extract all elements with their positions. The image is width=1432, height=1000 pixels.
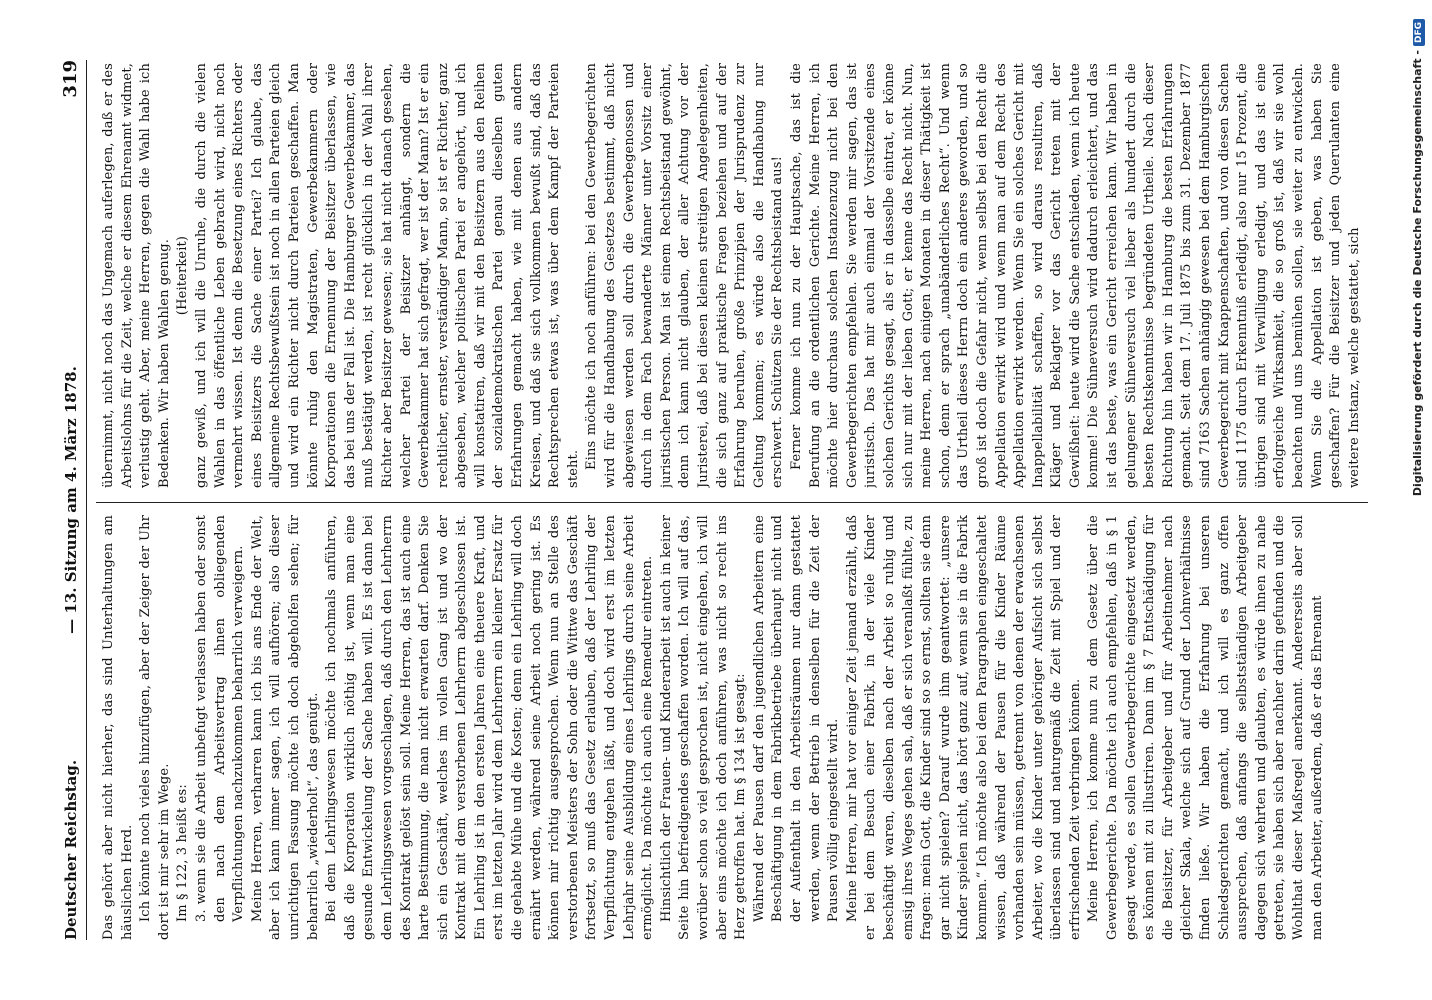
paragraph: übernimmt, nicht noch das Ungemach auferlegen, daß er des Arbeitslohns für die Zeit, welche er diesem Ehrenamt widmet, verlustig geht. Aber, meine Herren, gegen die Wahl habe ich Bedenken. Wir haben Wahlen genug. — [101, 63, 172, 488]
paragraph: Meine Herren, ich komme nun zu dem Gesetz über die Gewerbegerichte. Da möchte ich auch empfehlen, daß in § 1 gesagt werde, es sollen Gewerbegerichte eingesetzt werden, es können mit zu illustriren. Dann im § 7 Entschädigung für die Beisitzer, für Arbeitgeber und für Arbeitnehmer nach gleicher Skala, welche sich auf Grund der Lohnverhältnisse finden ließe. Wir haben die Erfahrung bei unseren Schiedsgerichten gemacht, und ich will es ganz offen aussprechen, daß anfangs die selbstständigen Arbeitgeber dagegen sich wehrten und glaubten, es würde ihnen zu nahe getreten, sie haben sich aber nachher darin gefunden und die Wohlthat dieser Maßregel anerkannt. Andererseits aber soll man den Arbeiter, außerdem, daß er das Ehrenamt — [1086, 515, 1325, 940]
quotation: Während der Pausen darf den jugendlichen Arbeitern eine Beschäftigung in dem Fabrikbetriebe überhaupt nicht und der Aufenthalt in den Arbeitsräumen nur dann gestattet werden, wenn der Betrieb in denselben für die Zeit der Pausen völlig eingestellt wird. — [751, 515, 842, 922]
paragraph: Im § 122, 3 heißt es: — [175, 784, 191, 922]
dfg-logo: DFG — [1413, 19, 1425, 46]
credit-text: Digitalisierung gefördert durch die Deutsche Forschungsgemeinschaft - — [1411, 50, 1424, 497]
paragraph: Ich könnte noch vieles hinzufügen, aber der Zeiger der Uhr dort ist mir sehr im Wege. — [138, 515, 172, 940]
page-sheet — [46, 30, 1386, 970]
paragraph: Ferner komme ich nun zu der Hauptsache, das ist die Berufung an die ordentlichen Gerichte. Meine Herren, ich möchte hier durchaus solchen Instanzenzug nicht bei den Gewerbegerichten empfehlen. Sie werden mir sagen, das ist juristisch. Das hat mir auch einmal der Vorsitzende eines solchen Gerichts gesagt, als er in dasselbe eintrat, er könne sich nur mit der lieben Gott; er kenne das Recht nicht. Nun, meine Herren, nach einigen Monaten in dieser Thätigkeit ist schon, denn er sprach „unabänderliches Recht“. Und wenn das Urtheil dieses Herrn doch ein anderes geworden, und so groß ist doch die Gefahr nicht, wenn selbst bei den Recht die Appellation erwirkt wird und wenn man auf dem Recht des Appellation erwirkt werden. Wenn Sie ein solches Gericht mit Inappellabilität schaffen, so wird daraus resultiren, daß Kläger und Beklagter vor das Gericht treten mit der Gewißheit: heute wird die Sache entschieden, wenn ich heute komme! Die Sühneversuch wird dadurch erleichtert, und das ist das beste, was ein Gericht erreichen kann. Wir haben in gelungener Sühneversuch viel lieber als hundert durch die besten Rechtskenntnisse begründeten Urtheile. Nach dieser Richtung hin haben wir in Hamburg die besten Erfahrungen gemacht. Seit dem 17. Juli 1875 bis zum 31. Dezember 1877 sind 7163 Sachen anhängig gewesen bei dem Hamburgischen Gewerbegericht mit Knappenschaften, und von diesen Sachen sind 1175 durch Erkenntniß erledigt, also nur 15 Prozent, die übrigen sind mit Verwilligung erledigt, und das ist eine erfolgreiche Wirksamkeit, die so groß ist, daß wir sie wohl beachten und uns bemühen sollen, sie weiter zu entwickeln. Wenn Sie die Appellation ist geben, was haben Sie geschaffen? Für die Beisitzer und jeden Querulanten eine weitere Instanz, welche gestattet, sich — [788, 63, 1362, 488]
session-title: — 13. Sitzung am 4. März 1878. — [62, 366, 80, 634]
paragraph: Das gehört aber nicht hierher, das sind Unterhaltungen am häuslichen Herd. — [101, 515, 135, 940]
paragraph: Meine Herren, mir hat vor einiger Zeit jemand erzählt, daß er bei dem Besuch einer Fabrik, in der viele Kinder beschäftigt waren, dieselben nach der Arbeit so ruhig und emsig ihres Weges gehen sah, daß er sich veranlaßt fühlte, zu fragen: mein Gott, die Kinder sind so so ernst, sollten sie denn gar nicht spielen? Darauf wurde ihm geantwortet: „unsere Kinder spielen nicht, das hört ganz auf, wenn sie in die Fabrik kommen.“ Ich möchte also bei dem Paragraphen eingeschaltet wissen, daß während der Pausen für die Kinder Räume vorhanden sein müssen, getrennt von denen der erwachsenen Arbeiter, wo die Kinder unter gehöriger Aufsicht sich selbst überlassen sind und naturgemäß die Zeit mit Spiel und der erfrischenden Zeit verbringen können. — [844, 515, 1083, 940]
digitization-credit — [1406, 10, 1430, 990]
quotation: 3. wenn sie die Arbeit unbefugt verlassen haben oder sonst den nach dem Arbeitsvertrag ihnen obliegenden Verpflichtungen nachzukommen beharrlich verweigern. — [193, 515, 247, 922]
paragraph: ganz gewiß, und ich will die Unruhe, die durch die vielen Wahlen in das öffentliche Leben gebracht wird, nicht noch vermehrt wissen. Ist denn die Besetzung eines Richters oder eines Beisitzers die Sache einer Partei? Ich glaube, das allgemeine Rechtsbewußtsein ist noch in allen Parteien gleich und wird ein Richter nicht durch Parteien geschaffen. Man könnte ruhig den Magistraten, Gewerbekammern oder Korporationen die Ernennung der Beisitzer überlassen, wie das bei uns der Fall ist. Die Hamburger Gewerbekammer, das muß bestätigt werden, ist recht glücklich in der Wahl ihrer Richter aber Beisitzer gewesen; sie hat nicht danach gesehen, welcher Partei der Beisitzer anhängt, sondern die Gewerbekammer hat sich gefragt, wer ist der Mann? Ist er ein rechtlicher, ernster, verständiger Mann, so ist er Richter, ganz abgesehen, welcher politischen Partei er angehört, und ich will konstatiren, daß wir mit den Beisitzern aus den Reihen der sozialdemokratischen Partei genau dieselben guten Erfahrungen gemacht haben, wie mit denen aus andern Kreisen, und daß sie sich vollkommen bewußt sind, daß das Rechtsprechen etwas ist, was über dem Kampf der Parteien steht. — [193, 63, 581, 488]
page-number: 319 — [60, 60, 81, 98]
column-divider — [96, 502, 1368, 503]
interjection: (Heiterkeit) — [175, 235, 191, 316]
paragraph: Hinsichtlich der Frauen- und Kinderarbeit ist auch in keiner Seite hin befriedigendes geschaffen worden. Ich will auf das, worüber schon so viel gesprochen ist, nicht eingehen, ich will aber eins möchte ich doch anführen, was nicht so recht ins Herz getroffen hat. Im § 134 ist gesagt: — [658, 515, 749, 940]
left-column — [100, 515, 1368, 940]
paragraph: Bei dem Lehrlingswesen möchte ich nochmals anführen, daß die Korporation wirklich nöthig ist, wenn man eine gesunde Entwickelung der Sache haben will. Es ist dann bei dem Lehrlingswesen vorgeschlagen, daß durch den Lehrherrn des Kontrakt gelöst sein soll. Meine Herren, das ist auch eine harte Bestimmung, die man nicht erwarten darf. Denken Sie sich ein Geschäft, welches im vollen Gang ist und wo der Kontrakt mit dem verstorbenen Lehrherrn abgeschlossen ist. Ein Lehrling ist in den ersten Jahren eine theuere Kraft, und erst im letzten Jahr wird dem Lehrherrn ein kleiner Ersatz für die gehabte Mühe und die Kosten; denn ein Lehrling will doch ernährt werden, während seine Arbeit noch gering ist. Es können mir richtig ausgesprochen. Wenn nun an Stelle des verstorbenen Meisters der Sohn oder die Wittwe das Geschäft fortsetzt, so muß das Gesetz erlauben, daß der Lehrling der Verpflichtung entgehen läßt, und doch wird erst im letzten Lehrjahr seine Ausbildung eines Lehrlings durch seine Arbeit ermöglicht. Da möchte ich auch eine Remedur eintreten. — [324, 515, 656, 940]
paragraph: Meine Herren, verharren kann ich bis ans Ende der Welt, aber ich kann immer sagen, ich will aufhören; also dieser unrichtigen Fassung möchte ich doch abgeholfen sehen; für beharrlich „wiederholt“, das genügt. — [249, 515, 321, 940]
right-column — [100, 63, 1368, 488]
running-head — [60, 60, 87, 940]
paragraph: Eins möchte ich noch anführen: bei den Gewerbegerichten wird für die Handhabung des Gesetzes bestimmt, daß nicht abgewiesen werden soll durch die Gewerbegenossen und durch in dem Fach bewanderte Männer unter Vorsitz einer juristischen Person. Man ist einem Rechtsbeistand gewöhnt, denn ich kann nicht glauben, der aller Achtung vor der Juristerei, daß bei diesen kleinen streitigen Angelegenheiten, die sich ganz auf praktische Fragen beziehen und auf der Erfahrung beruhen, große Prinzipien der Jurisprudenz zur Geltung kommen; es würde also die Handhabung nur erschwert. Schützen Sie der Rechtsbeistand aus! — [584, 63, 786, 488]
journal-title: Deutscher Reichstag. — [62, 759, 80, 940]
